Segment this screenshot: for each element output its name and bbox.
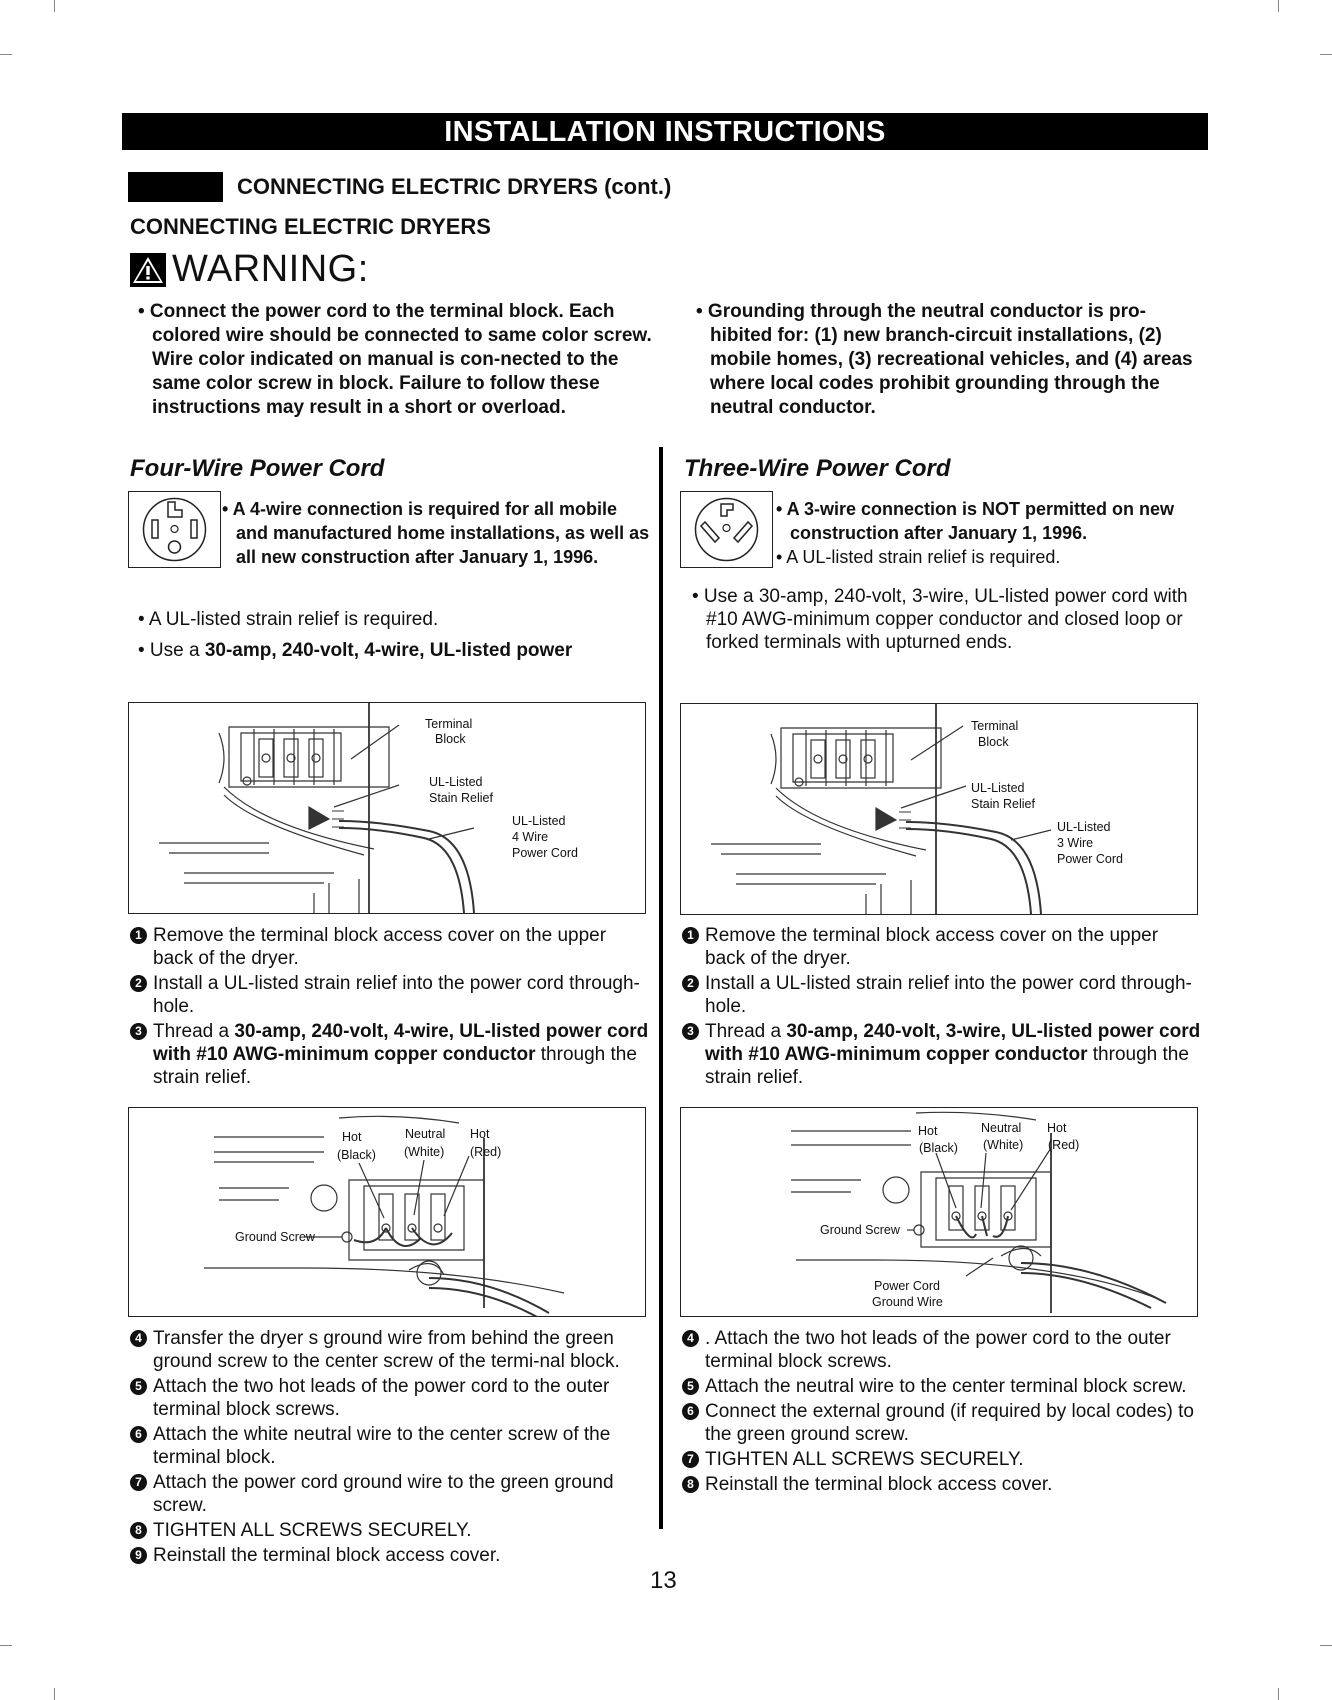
crop-mark [0, 54, 12, 55]
fig-label: UL-Listed [971, 781, 1025, 795]
crop-mark [1320, 1645, 1332, 1646]
bullet-text: • A UL-listed strain relief is required. [138, 609, 439, 630]
step-text: . Attach the two hot leads of the power cord to the outer terminal block screws. [705, 1328, 1171, 1372]
fig-label: Stain Relief [429, 791, 493, 805]
three-prong-outlet-icon [680, 491, 773, 568]
step-number: 3 [682, 1023, 699, 1040]
step-text: Attach the neutral wire to the center terminal block screw. [705, 1376, 1187, 1397]
notice-text: • A 3-wire connection is NOT permitted on new construction after January 1, 1996. [776, 499, 1175, 543]
three-wire-terminal-figure [680, 703, 1198, 915]
step-number: 2 [130, 975, 147, 992]
crop-mark [1278, 0, 1279, 12]
step-number: 8 [130, 1522, 147, 1539]
warning-label: WARNING: [172, 248, 369, 290]
step-number: 1 [130, 927, 147, 944]
crop-mark [54, 0, 55, 12]
step-number: 4 [682, 1330, 699, 1347]
fig-label: UL-Listed [429, 775, 483, 789]
step-item [130, 1423, 650, 1469]
step-number: 9 [130, 1547, 147, 1564]
fig-label: Terminal [971, 719, 1019, 733]
step-number: 5 [130, 1378, 147, 1395]
four-wire-steps-a [130, 924, 650, 1091]
fig-label: UL-Listed [1057, 820, 1111, 834]
fig-label: Power Cord [1057, 852, 1123, 866]
step-text: Reinstall the terminal block access cover. [705, 1474, 1053, 1495]
step-number: 7 [130, 1474, 147, 1491]
step-item [682, 1448, 1202, 1471]
fig-label: Stain Relief [971, 797, 1035, 811]
step-text: Thread a 30-amp, 240-volt, 3-wire, UL-listed power cord with #10 AWG-minimum copper conductor through the strain relief. [705, 1021, 1201, 1088]
four-wire-title: Four-Wire Power Cord [130, 455, 385, 482]
fig-label: (White) [983, 1138, 1024, 1152]
four-wire-steps-b [130, 1327, 650, 1569]
fig-label: Neutral [981, 1121, 1022, 1135]
step-item [682, 1327, 1202, 1373]
fig-label: Hot [470, 1127, 490, 1141]
fig-label: UL-Listed [512, 814, 566, 828]
step-number: 6 [682, 1403, 699, 1420]
step-item [130, 1544, 650, 1567]
step-text: Attach the two hot leads of the power cord to the outer terminal block screws. [153, 1376, 610, 1420]
three-wire-bullets [692, 585, 1204, 662]
column-divider [659, 447, 663, 1529]
fig-label: (Black) [919, 1141, 958, 1155]
fig-label: Ground Screw [235, 1230, 315, 1244]
step-item [682, 924, 1202, 970]
crop-mark [0, 1645, 12, 1646]
step-text: Connect the external ground (if required by local codes) to the green ground screw. [705, 1401, 1194, 1445]
section-marker [128, 172, 223, 202]
section-title-text: CONNECTING ELECTRIC DRYERS (cont.) [237, 174, 672, 199]
fig-label: Hot [918, 1124, 938, 1138]
fig-label: Block [978, 735, 1009, 749]
step-number: 1 [682, 927, 699, 944]
step-number: 4 [130, 1330, 147, 1347]
three-wire-wiring-figure [680, 1107, 1198, 1317]
step-text: TIGHTEN ALL SCREWS SECURELY. [705, 1449, 1024, 1470]
step-item [130, 1327, 650, 1373]
step-item [682, 972, 1202, 1018]
step-number: 2 [682, 975, 699, 992]
fig-label: 3 Wire [1057, 836, 1094, 850]
fig-label: Hot [342, 1130, 362, 1144]
warning-text: • Grounding through the neutral conductor is pro-hibited for: (1) new branch-circuit installations, (2) mobile homes, (3) recreational vehicles, and (4) areas where local codes prohibit grounding through the neutral conductor. [696, 301, 1193, 418]
step-number: 7 [682, 1451, 699, 1468]
step-text: TIGHTEN ALL SCREWS SECURELY. [153, 1520, 472, 1541]
step-text: Remove the terminal block access cover on the upper back of the dryer. [705, 925, 1159, 969]
fig-label: (White) [404, 1145, 445, 1159]
three-wire-steps-b [682, 1327, 1202, 1498]
step-text: Install a UL-listed strain relief into the power cord through-hole. [705, 973, 1192, 1017]
crop-mark [1278, 1688, 1279, 1700]
warning-text: • Connect the power cord to the terminal block. Each colored wire should be connected to same color screw. Wire color indicated on manual is con-nected to the same color screw in block. Failure to follow these instructions may result in a short or overload. [138, 301, 652, 418]
step-item [682, 1473, 1202, 1496]
bullet-text: • Use a 30-amp, 240-volt, 3-wire, UL-listed power cord with #10 AWG-minimum copper conductor and closed loop or forked terminals with upturned ends. [692, 586, 1188, 653]
step-text: Attach the power cord ground wire to the green ground screw. [153, 1472, 614, 1516]
three-wire-steps-a [682, 924, 1202, 1091]
section-title [128, 172, 671, 202]
three-wire-title: Three-Wire Power Cord [684, 455, 951, 482]
fig-label: Power Cord [512, 846, 578, 860]
step-item [682, 1375, 1202, 1398]
fig-label: 4 Wire [512, 830, 549, 844]
step-text: Attach the white neutral wire to the center screw of the terminal block. [153, 1424, 611, 1468]
warning-heading [130, 248, 369, 291]
fig-label: (Red) [1048, 1138, 1080, 1152]
step-item [130, 1519, 650, 1542]
page-number: 13 [650, 1567, 677, 1594]
step-item [130, 972, 650, 1018]
step-item [130, 1020, 650, 1089]
three-wire-notice [776, 497, 1196, 569]
fig-label: Terminal [425, 717, 473, 731]
step-item [130, 924, 650, 970]
fig-label: Ground Wire [872, 1295, 943, 1309]
fig-label: Power Cord [874, 1279, 940, 1293]
step-text: Thread a 30-amp, 240-volt, 4-wire, UL-listed power cord with #10 AWG-minimum copper conductor through the strain relief. [153, 1021, 649, 1088]
crop-mark [1320, 54, 1332, 55]
fig-label: Neutral [405, 1127, 446, 1141]
step-text: Reinstall the terminal block access cover. [153, 1545, 501, 1566]
step-number: 6 [130, 1426, 147, 1443]
four-prong-outlet-icon [128, 491, 221, 568]
step-item [130, 1375, 650, 1421]
step-text: Install a UL-listed strain relief into the power cord through-hole. [153, 973, 640, 1017]
crop-mark [54, 1688, 55, 1700]
four-wire-terminal-figure [128, 702, 646, 914]
step-text: Remove the terminal block access cover on the upper back of the dryer. [153, 925, 607, 969]
fig-label: Block [435, 732, 466, 746]
warning-icon [130, 253, 166, 287]
bullet-text: • Use a 30-amp, 240-volt, 4-wire, UL-listed power [138, 640, 573, 661]
step-number: 3 [130, 1023, 147, 1040]
page-banner: INSTALLATION INSTRUCTIONS [122, 113, 1208, 150]
step-item [682, 1400, 1202, 1446]
fig-label: Ground Screw [820, 1223, 900, 1237]
fig-label: Hot [1047, 1121, 1067, 1135]
notice-text: • A 4-wire connection is required for all mobile and manufactured home installations, as well as all new construction after January 1, 1996. [222, 499, 650, 567]
step-number: 8 [682, 1476, 699, 1493]
fig-label: (Black) [337, 1148, 376, 1162]
subsection-title: CONNECTING ELECTRIC DRYERS [130, 214, 491, 239]
step-text: Transfer the dryer s ground wire from behind the green ground screw to the center screw of the termi-nal block. [153, 1328, 620, 1372]
four-wire-bullets [138, 608, 653, 670]
four-wire-wiring-figure [128, 1107, 646, 1317]
step-item [682, 1020, 1202, 1089]
notice-text: • A UL-listed strain relief is required. [776, 547, 1061, 567]
fig-label: (Red) [470, 1145, 502, 1159]
step-item [130, 1471, 650, 1517]
step-number: 5 [682, 1378, 699, 1395]
four-wire-notice [222, 497, 654, 569]
warning-bullet-right [696, 300, 1201, 420]
warning-bullet-left [138, 300, 653, 420]
